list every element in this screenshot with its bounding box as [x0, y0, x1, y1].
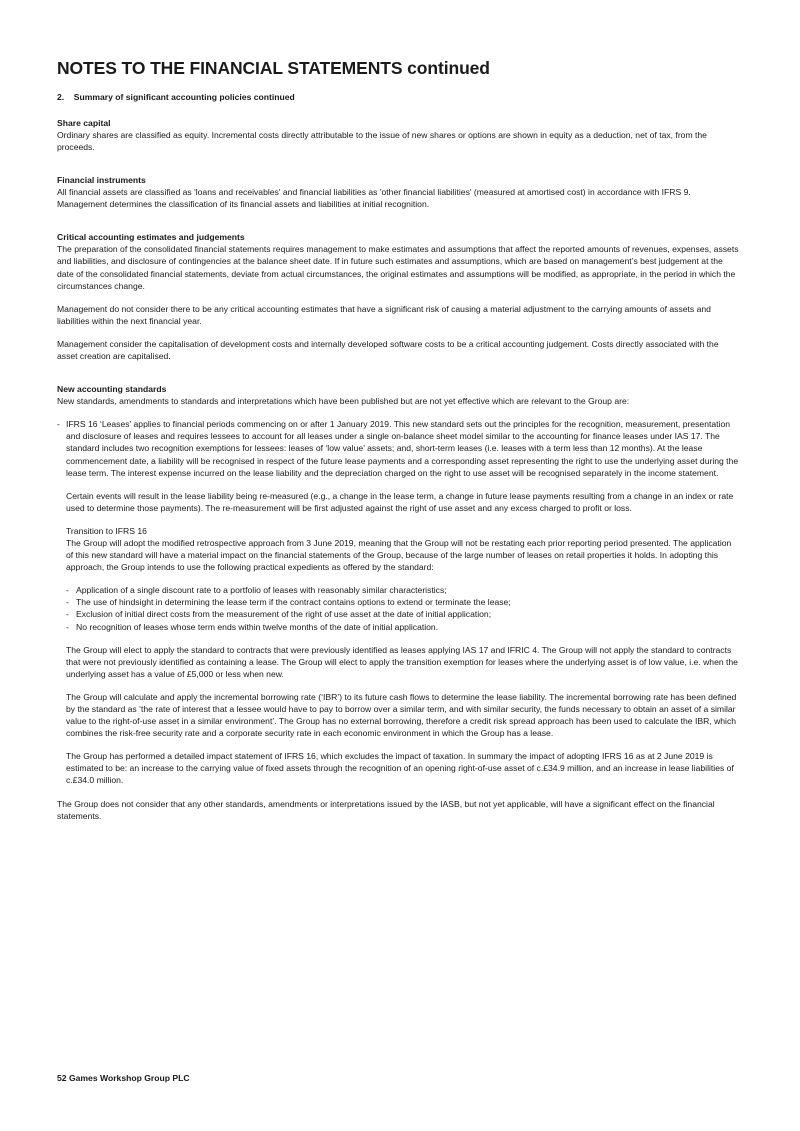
new-standards-block	[57, 384, 740, 822]
ifrs16-paragraph-1: IFRS 16 ‘Leases’ applies to financial periods commencing on or after 1 January 2019. This new standard sets out the principles for the recognition, measurement, presentation and disclosure of leases and requires lessees to account for all leases under a single on-balance sheet model similar to the accounting for finance leases under IAS 17. The standard includes two recognition exemptions for lessees: leases of ‘low value’ assets; and, short-term leases (i.e. leases with a term less than 12 months). At the lease commencement date, a liability will be recognised in respect of the future lease payments and a corresponding asset representing the right to use the underlying asset during the lease term. The interest expense incurred on the lease liability and the depreciation charged on the right to use asset will be recognised separately in the income statement.	[66, 419, 739, 478]
critical-estimates-paragraph-2: Management do not consider there to be any critical accounting estimates that have a significant risk of causing a material adjustment to the carrying amounts of assets and liabilities within the next financial year.	[57, 303, 711, 326]
apply-standard-paragraph: The Group will elect to apply the standard to contracts that were previously identified as leases applying IAS 17 and IFRIC 4. The Group will not apply the standard to contracts that were not previously identified as containing a lease. The Group will elect to apply the transition exemption for leases where the underlying asset is of low value, i.e. when the underlying asset has a value of £5,000 or less when new.	[66, 644, 738, 679]
financial-instruments-heading: Financial instruments	[57, 175, 146, 186]
expedients-list	[57, 584, 740, 632]
critical-estimates-heading: Critical accounting estimates and judgements	[57, 232, 245, 243]
list-item: - The use of hindsight in determining the lease term if the contract contains options to extend or terminate the lease;	[66, 597, 511, 608]
share-capital-text: Ordinary shares are classified as equity. Incremental costs directly attributable to the issue of new shares or options are shown in equity as a deduction, net of tax, from the proceeds.	[57, 130, 707, 153]
dash-marker: -	[57, 419, 60, 430]
list-item: - No recognition of leases whose term ends within twelve months of the date of initial application.	[66, 621, 439, 632]
share-capital-block	[57, 118, 740, 153]
transition-paragraph: The Group will adopt the modified retrospective approach from 3 June 2019, meaning that the Group will not be restating each prior reporting period presented. The application of this new standard will have a material impact on the financial statements of the Group, because of the large number of leases on retail properties it holds. In adopting this approach, the Group intends to use the following practical expedients as offered by the standard:	[66, 537, 732, 573]
ibr-paragraph: The Group will calculate and apply the incremental borrowing rate (‘IBR’) to its future cash flows to determine the lease liability. The incremental borrowing rate has been defined by the standard as ‘the rate of interest that a lessee would have to pay to borrow over a similar term, and with similar security, the funds necessary to obtain an asset of a similar value to the right-of-use asset in a similar environment’. The Group has no external borrowing, therefore a credit risk spread approach has been used to calculate the IBR, which combines the risk-free security rate and a corporate security rate in each economic environment in which the Group has a lease.	[66, 691, 737, 739]
page-footer: 52 Games Workshop Group PLC	[57, 1073, 190, 1083]
page-title: NOTES TO THE FINANCIAL STATEMENTS continued	[57, 58, 490, 78]
transition-heading: Transition to IFRS 16	[66, 525, 147, 536]
share-capital-heading: Share capital	[57, 118, 111, 128]
critical-estimates-paragraph-1: The preparation of the consolidated financial statements requires management to make estimates and assumptions that affect the reported amounts of revenues, expenses, assets and liabilities, and disclosure of contingencies at the balance sheet date. If in future such estimates and assumptions, which are based on management’s best judgement at the date of the consolidated financial statements, deviate from actual circumstances, the original estimates and assumptions will be modified, as appropriate, in the period in which the circumstances change.	[57, 244, 739, 291]
list-item: - Application of a single discount rate to a portfolio of leases with reasonably similar characteristics;	[66, 585, 447, 596]
ifrs16-paragraph-2: Certain events will result in the lease liability being re-measured (e.g., a change in the lease term, a change in future lease payments resulting from a change in an index or rate used to determine those payments). The re-measurement will be first adjusted against the right of use asset and any excess charged to profit or loss.	[66, 490, 734, 513]
closing-paragraph: The Group does not consider that any other standards, amendments or interpretations issued by the IASB, but not yet applicable, will have a significant effect on the financial statements.	[57, 798, 715, 821]
transition-block	[57, 525, 740, 573]
critical-estimates-block	[57, 232, 740, 362]
financial-instruments-block	[57, 175, 740, 210]
impact-paragraph: The Group has performed a detailed impact statement of IFRS 16, which excludes the impact of taxation. In summary the impact of adopting IFRS 16 as at 2 June 2019 is estimated to be: an increase to the carrying value of fixed assets through the recognition of an opening right-of-use asset of c.£34.9 million, and an increase in lease liabilities of c.£34.0 million.	[66, 751, 734, 786]
critical-estimates-paragraph-3: Management consider the capitalisation of development costs and internally developed software costs to be a critical accounting judgement. Costs directly associated with the asset creation are capitalised.	[57, 338, 719, 362]
page-content	[57, 58, 740, 833]
new-standards-heading: New accounting standards	[57, 384, 167, 395]
financial-instruments-text: All financial assets are classified as 'loans and receivables' and financial liabilities as 'other financial liabilities' (measured at amortised cost) in accordance with IFRS 9. Management determines the classification of its financial assets and liabilities at initial recognition.	[57, 187, 691, 210]
new-standards-intro: New standards, amendments to standards and interpretations which have been published but are not yet effective which are relevant to the Group are:	[57, 396, 630, 407]
section-heading: 2. Summary of significant accounting policies continued	[57, 92, 295, 102]
ifrs16-item	[57, 418, 740, 478]
list-item: - Exclusion of initial direct costs from the measurement of the right of use asset at the date of initial application;	[66, 609, 492, 620]
